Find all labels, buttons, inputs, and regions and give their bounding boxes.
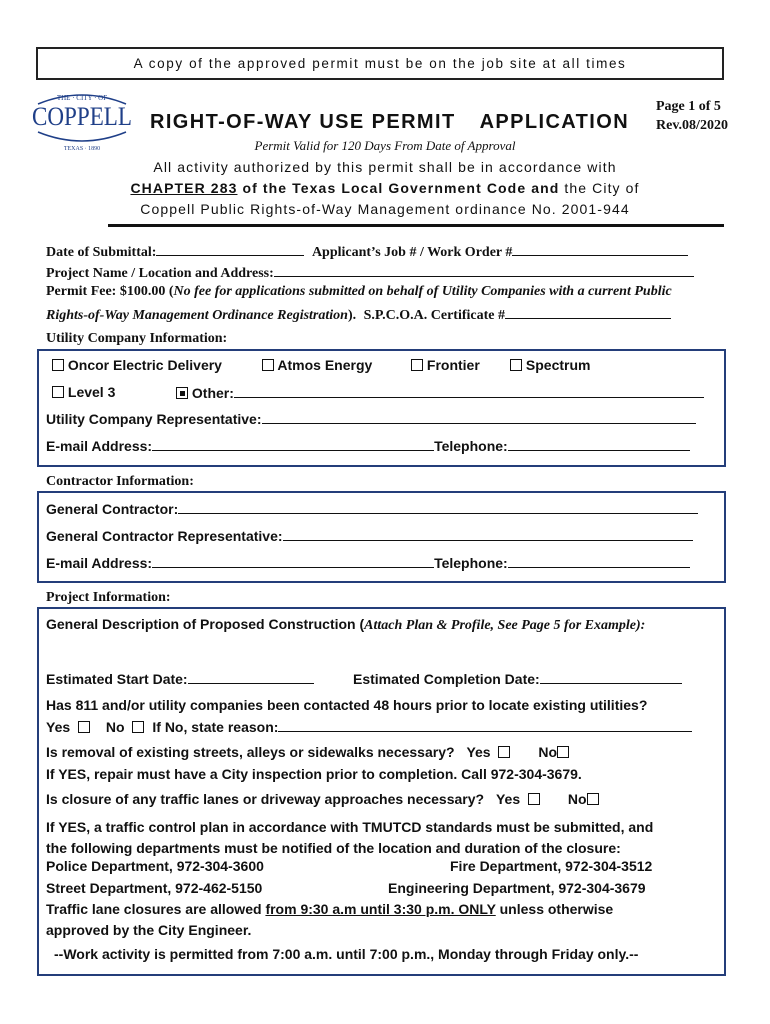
revision: Rev.08/2020 — [656, 118, 728, 133]
checkbox[interactable] — [262, 359, 274, 371]
project-address-field[interactable] — [274, 263, 694, 277]
option-level3[interactable]: Level 3 — [52, 384, 115, 400]
gc-rep-row: General Contractor Representative: — [46, 527, 693, 544]
checkbox-checked[interactable] — [176, 387, 188, 399]
submittal-date-field[interactable] — [156, 242, 304, 256]
closure-no-checkbox[interactable] — [587, 793, 599, 805]
permit-validity: Permit Valid for 120 Days From Date of Approval — [254, 138, 516, 153]
description-label: General Description of Proposed Construction (Attach Plan & Profile, See Page 5 for Example): — [46, 616, 646, 633]
q811-answer-row: Yes No If No, state reason: — [46, 718, 692, 735]
gc-phone-field[interactable] — [508, 554, 690, 568]
gc-email-field[interactable] — [152, 554, 434, 568]
engineering-contact: Engineering Department, 972-304-3679 — [388, 880, 646, 896]
closure-yes-checkbox[interactable] — [528, 793, 540, 805]
other-field[interactable] — [234, 384, 704, 398]
authority-line-3: Coppell Public Rights-of-Way Management ordinance No. 2001-944 — [140, 201, 630, 217]
fee-row: Permit Fee: $100.00 (No fee for applications submitted on behalf of Utility Companies with a current Public — [46, 284, 672, 299]
checkbox[interactable] — [411, 359, 423, 371]
work-order-field[interactable] — [512, 242, 688, 256]
authority-line-2: CHAPTER 283 of the Texas Local Government Code and the City of — [130, 180, 640, 196]
lane-closure-note: Traffic lane closures are allowed from 9:30 a.m until 3:30 p.m. ONLY unless otherwise — [46, 901, 614, 917]
q811-yes-checkbox[interactable] — [78, 721, 90, 733]
logo-top-text: THE · CITY · OF — [56, 94, 108, 102]
certificate-field[interactable] — [505, 305, 671, 319]
checkbox[interactable] — [510, 359, 522, 371]
site-notice-banner: A copy of the approved permit must be on the job site at all times — [36, 47, 724, 80]
removal-no-checkbox[interactable] — [557, 746, 569, 758]
submittal-row: Date of Submittal: Applicant’s Job # / Work Order # — [46, 242, 688, 261]
divider — [108, 224, 724, 227]
fire-contact: Fire Department, 972-304-3512 — [450, 858, 653, 874]
utility-contact-row: E-mail Address: Telephone: — [46, 437, 690, 454]
logo-bottom-text: TEXAS · 1890 — [63, 146, 101, 152]
gc-rep-field[interactable] — [283, 527, 693, 541]
page-info — [656, 97, 728, 135]
utility-phone-field[interactable] — [508, 437, 690, 451]
contractor-heading: Contractor Information: — [46, 474, 194, 489]
repair-note: If YES, repair must have a City inspection prior to completion. Call 972-304-3679. — [46, 766, 582, 782]
tcp-note-2: the following departments must be notified of the location and duration of the closure: — [46, 840, 621, 856]
completion-date-field[interactable] — [540, 670, 682, 684]
option-other[interactable]: Other: — [176, 384, 704, 401]
page-title: RIGHT-OF-WAY USE PERMIT APPLICATION — [150, 111, 630, 133]
project-name-row: Project Name / Location and Address: — [46, 263, 694, 282]
gc-contact-row: E-mail Address: Telephone: — [46, 554, 690, 571]
q811-reason-field[interactable] — [278, 718, 692, 732]
checkbox[interactable] — [52, 386, 64, 398]
street-contact: Street Department, 972-462-5150 — [46, 880, 263, 896]
gc-row: General Contractor: — [46, 500, 698, 517]
logo-name: COPPELL — [32, 102, 132, 131]
option-spectrum[interactable]: Spectrum — [510, 357, 590, 373]
utility-rep-row: Utility Company Representative: — [46, 410, 696, 427]
gc-field[interactable] — [178, 500, 698, 514]
option-frontier[interactable]: Frontier — [411, 357, 480, 373]
closure-question-row: Is closure of any traffic lanes or driveway approaches necessary? Yes No — [46, 791, 599, 807]
completion-date-row: Estimated Completion Date: — [353, 670, 682, 687]
lane-closure-note-2: approved by the City Engineer. — [46, 922, 252, 938]
removal-yes-checkbox[interactable] — [498, 746, 510, 758]
utility-heading: Utility Company Information: — [46, 331, 228, 346]
q811-question: Has 811 and/or utility companies been contacted 48 hours prior to locate existing utilities? — [46, 697, 648, 713]
removal-question-row: Is removal of existing streets, alleys or sidewalks necessary? Yes No — [46, 744, 569, 760]
police-contact: Police Department, 972-304-3600 — [46, 858, 264, 874]
authority-line-1: All activity authorized by this permit shall be in accordance with — [153, 159, 617, 175]
utility-rep-field[interactable] — [262, 410, 696, 424]
q811-no-checkbox[interactable] — [132, 721, 144, 733]
option-oncor[interactable]: Oncor Electric Delivery — [52, 357, 222, 373]
start-date-row: Estimated Start Date: — [46, 670, 314, 687]
page-number: Page 1 of 5 — [656, 99, 721, 114]
project-heading: Project Information: — [46, 590, 171, 605]
utility-email-field[interactable] — [152, 437, 434, 451]
checkbox[interactable] — [52, 359, 64, 371]
option-atmos[interactable]: Atmos Energy — [262, 357, 372, 373]
fee-row-2: Rights-of-Way Management Ordinance Registration). S.P.C.O.A. Certificate # — [46, 305, 671, 324]
work-hours-note: --Work activity is permitted from 7:00 a.m. until 7:00 p.m., Monday through Friday only.-- — [54, 946, 639, 962]
start-date-field[interactable] — [188, 670, 314, 684]
tcp-note-1: If YES, a traffic control plan in accordance with TMUTCD standards must be submitted, and — [46, 819, 654, 835]
